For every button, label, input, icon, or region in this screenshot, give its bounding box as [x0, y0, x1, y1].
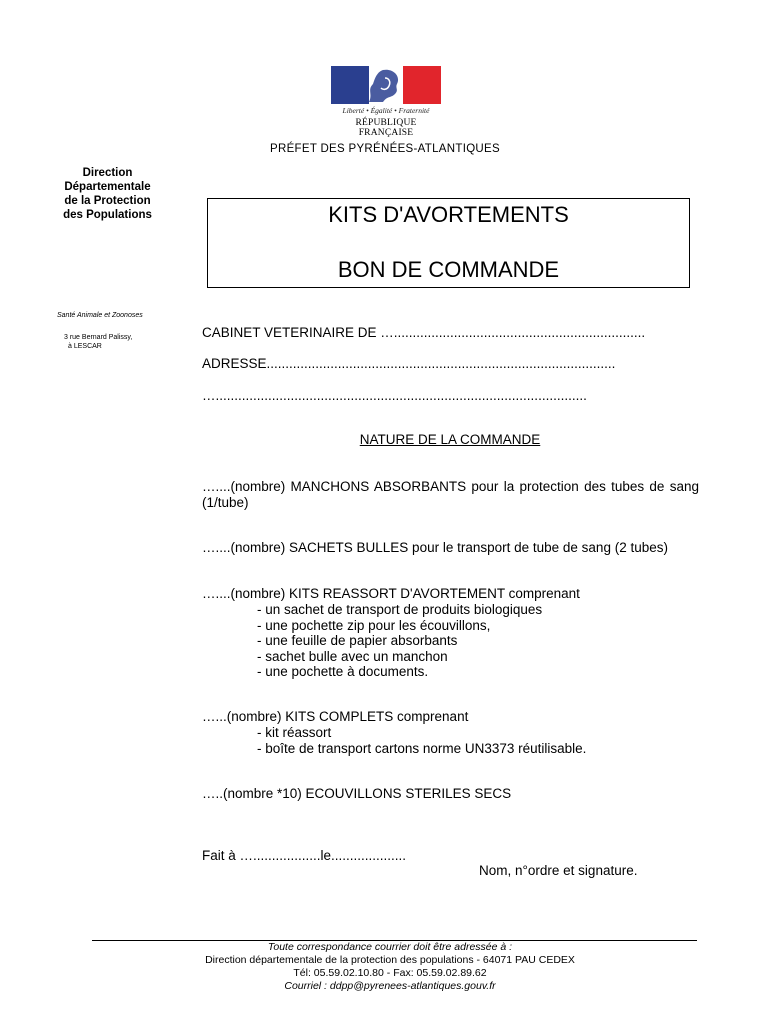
address-line: à LESCAR [68, 343, 102, 350]
item-kits-reassort: …....(nombre) KITS REASSORT D'AVORTEMENT comprenant [202, 586, 580, 601]
logo-motto: Liberté • Égalité • Fraternité [342, 106, 430, 115]
marianne-logo [331, 66, 441, 138]
list-item: - une pochette zip pour les écouvillons, [257, 617, 491, 633]
service-name: Santé Animale et Zoonoses [57, 312, 143, 319]
direction-block [50, 166, 165, 222]
kits-reassort-list [257, 602, 542, 680]
nature-heading: NATURE DE LA COMMANDE [359, 432, 541, 447]
item-manchons: …....(nombre) MANCHONS ABSORBANTS pour la protection des tubes de sang (1/tube) [202, 479, 699, 510]
footer-line-1: Toute correspondance courrier doit être adressée à : [267, 941, 513, 953]
direction-line: Direction [82, 167, 133, 179]
title-box [207, 198, 690, 288]
direction-line: Départementale [64, 181, 151, 193]
direction-line: des Populations [63, 209, 152, 221]
tricolor-flag [331, 66, 441, 104]
list-item: - un sachet de transport de produits biologiques [257, 602, 543, 617]
flag-white-band [369, 66, 403, 104]
logo-republique: RÉPUBLIQUE FRANÇAISE [355, 118, 417, 138]
item-kits-complets: …...(nombre) KITS COMPLETS comprenant [202, 709, 469, 724]
list-item: - boîte de transport cartons norme UN3373 réutilisable. [257, 740, 587, 756]
footer-line-2: Direction départementale de la protection des populations - 64071 PAU CEDEX [205, 954, 575, 966]
marianne-profile-icon [363, 68, 409, 104]
item-ecouvillons: …..(nombre *10) ECOUVILLONS STERILES SECS [202, 786, 512, 801]
fait-a-field[interactable]: Fait à …..................le.................... [202, 848, 407, 863]
kits-complets-list [257, 725, 586, 756]
list-item: - une feuille de papier absorbants [257, 633, 458, 648]
document-title: KITS D'AVORTEMENTS [328, 202, 569, 227]
document-subtitle: BON DE COMMANDE [337, 257, 560, 282]
footer-email[interactable]: Courriel : ddpp@pyrenees-atlantiques.gouv.fr [284, 980, 496, 992]
adresse-field[interactable]: ADRESSE............................................................................................. [202, 356, 616, 371]
list-item: - sachet bulle avec un manchon [257, 648, 448, 664]
direction-line: de la Protection [64, 195, 151, 207]
footer-line-3: Tél: 05.59.02.10.80 - Fax: 05.59.02.89.62 [293, 967, 487, 979]
office-address [64, 333, 132, 351]
prefet-heading: PRÉFET DES PYRÉNÉES-ATLANTIQUES [270, 143, 500, 155]
adresse-field-line2[interactable]: …................................................................................................... [202, 388, 587, 403]
item-sachets: …....(nombre) SACHETS BULLES pour le transport de tube de sang (2 tubes) [202, 540, 668, 555]
address-line: 3 rue Bernard Palissy, [64, 334, 133, 341]
list-item: - une pochette à documents. [257, 664, 429, 679]
signature-label: Nom, n°ordre et signature. [479, 863, 638, 878]
cabinet-field[interactable]: CABINET VETERINAIRE DE …................................................................... [202, 325, 646, 340]
list-item: - kit réassort [257, 725, 332, 740]
